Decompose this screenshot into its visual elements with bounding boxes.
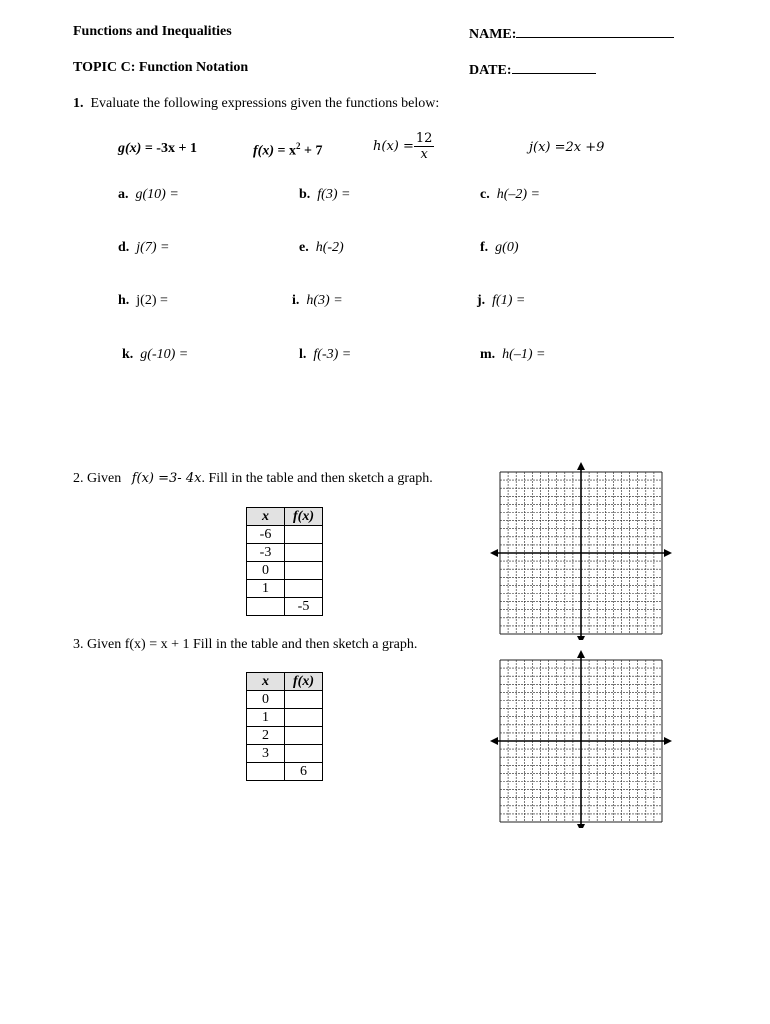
q3-prompt: 3. Given f(x) = x + 1 Fill in the table and then sketch a graph. <box>73 637 418 652</box>
function-f-exponent: 2 <box>295 141 301 151</box>
item-letter: d. <box>118 240 130 255</box>
course-title: Functions and Inequalities <box>73 24 232 39</box>
item-h <box>118 293 168 309</box>
arrow-left-icon <box>490 549 498 557</box>
item-m <box>480 347 545 363</box>
item-expr: f(1) = <box>492 293 526 308</box>
x-cell: 0 <box>247 691 285 709</box>
table-row <box>247 526 323 544</box>
date-field[interactable] <box>469 60 596 79</box>
date-label: DATE: <box>469 63 512 78</box>
q1-prompt <box>73 96 439 112</box>
q1-number: 1. <box>73 96 84 111</box>
date-blank[interactable] <box>512 60 596 74</box>
function-h-numerator: 12 <box>415 131 433 146</box>
function-h <box>373 131 434 162</box>
header-fx: f(x) <box>285 508 323 526</box>
item-k <box>122 347 188 363</box>
fx-cell[interactable] <box>285 562 323 580</box>
arrow-left-icon <box>490 737 498 745</box>
arrow-down-icon <box>577 824 585 828</box>
x-cell: -6 <box>247 526 285 544</box>
function-g-lhs: g(x) <box>118 141 142 156</box>
item-expr: h(–1) = <box>502 347 546 362</box>
function-j: j(x) =2x +9 <box>529 140 605 155</box>
table-row <box>247 691 323 709</box>
fx-cell[interactable] <box>285 709 323 727</box>
function-g-rhs: = -3x + 1 <box>141 141 197 156</box>
table-header-row <box>247 673 323 691</box>
item-expr: g(10) = <box>135 187 179 202</box>
q2-function: f(x) =3- 4x <box>131 471 202 486</box>
function-h-lhs: h(x) = <box>373 139 414 154</box>
x-cell: 3 <box>247 745 285 763</box>
item-letter: l. <box>299 347 307 362</box>
item-letter: a. <box>118 187 129 202</box>
q2-coordinate-grid[interactable] <box>490 462 674 640</box>
q3-table <box>246 672 323 781</box>
item-letter: m. <box>480 347 496 362</box>
function-g <box>118 141 197 157</box>
fx-cell[interactable] <box>285 526 323 544</box>
table-header-row <box>247 508 323 526</box>
x-cell[interactable] <box>247 598 285 616</box>
table-row <box>247 727 323 745</box>
fx-cell[interactable] <box>285 727 323 745</box>
item-letter: k. <box>122 347 134 362</box>
fx-cell[interactable] <box>285 691 323 709</box>
fx-cell[interactable] <box>285 745 323 763</box>
header-x: x <box>247 673 285 691</box>
item-expr: f(3) = <box>317 187 351 202</box>
x-cell: -3 <box>247 544 285 562</box>
item-expr: g(0) <box>495 240 519 255</box>
item-expr: g(-10) = <box>140 347 189 362</box>
table-row <box>247 763 323 781</box>
item-letter: i. <box>292 293 300 308</box>
item-expr: j(2) = <box>136 293 168 308</box>
item-letter: j. <box>477 293 486 308</box>
table-row <box>247 562 323 580</box>
name-field[interactable] <box>469 24 674 43</box>
table-row <box>247 709 323 727</box>
name-blank[interactable] <box>516 24 674 38</box>
item-letter: h. <box>118 293 130 308</box>
q1-prompt-text: Evaluate the following expressions given the functions below: <box>90 96 440 111</box>
table-row <box>247 580 323 598</box>
item-letter: e. <box>299 240 309 255</box>
item-b <box>299 187 350 203</box>
function-f-lhs: f(x) <box>253 143 274 159</box>
item-expr: h(-2) <box>315 240 344 255</box>
item-letter: c. <box>480 187 490 202</box>
fx-cell: 6 <box>285 763 323 781</box>
arrow-up-icon <box>577 650 585 658</box>
header-x: x <box>247 508 285 526</box>
item-expr: h(–2) = <box>496 187 540 202</box>
item-d <box>118 240 169 256</box>
item-a <box>118 187 179 203</box>
arrow-down-icon <box>577 636 585 640</box>
table-row <box>247 544 323 562</box>
q3-coordinate-grid[interactable] <box>490 650 674 828</box>
item-i <box>292 293 343 309</box>
fx-cell[interactable] <box>285 544 323 562</box>
q2-prompt <box>73 471 433 487</box>
q2-instruction: . Fill in the table and then sketch a graph. <box>201 471 433 486</box>
q2-label: 2. Given <box>73 471 122 486</box>
q2-table <box>246 507 323 616</box>
function-h-denominator: x <box>420 147 428 162</box>
function-f-rhs-b: + 7 <box>300 143 323 159</box>
table-row <box>247 598 323 616</box>
arrow-right-icon <box>664 549 672 557</box>
item-letter: f. <box>480 240 489 255</box>
fx-cell: -5 <box>285 598 323 616</box>
arrow-right-icon <box>664 737 672 745</box>
header-fx: f(x) <box>285 673 323 691</box>
function-f-rhs-a: = x <box>274 143 296 159</box>
x-cell: 0 <box>247 562 285 580</box>
x-cell[interactable] <box>247 763 285 781</box>
item-expr: j(7) = <box>136 240 170 255</box>
fx-cell[interactable] <box>285 580 323 598</box>
table-row <box>247 745 323 763</box>
item-c <box>480 187 540 203</box>
item-j <box>477 293 525 309</box>
item-f <box>480 240 519 256</box>
topic-title: TOPIC C: Function Notation <box>73 60 249 75</box>
item-e <box>299 240 344 256</box>
x-cell: 2 <box>247 727 285 745</box>
arrow-up-icon <box>577 462 585 470</box>
item-letter: b. <box>299 187 311 202</box>
item-expr: f(-3) = <box>313 347 352 362</box>
item-expr: h(3) = <box>306 293 343 308</box>
x-cell: 1 <box>247 709 285 727</box>
function-h-fraction <box>414 131 435 162</box>
item-l <box>299 347 351 363</box>
name-label: NAME: <box>469 27 517 42</box>
function-f <box>253 141 322 160</box>
x-cell: 1 <box>247 580 285 598</box>
